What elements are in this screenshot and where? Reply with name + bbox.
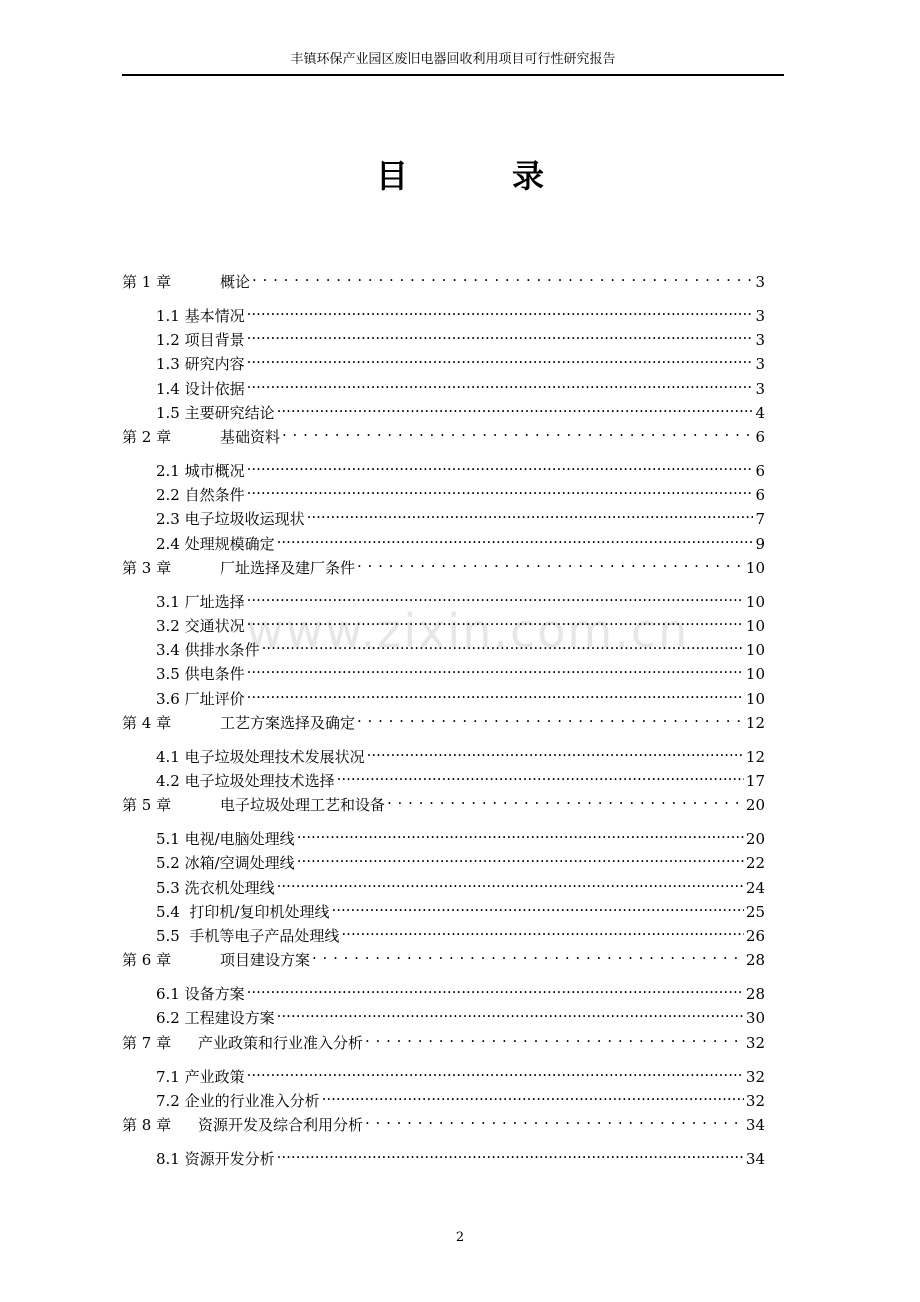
toc-dot-leader	[247, 323, 754, 345]
toc-section-title: 1.2 项目背景	[156, 331, 245, 350]
toc-section-row[interactable]	[156, 1142, 765, 1168]
toc-section-row[interactable]	[156, 372, 765, 398]
toc-page-number: 34	[745, 1150, 765, 1168]
toc-title-char-2: 录	[512, 157, 545, 195]
toc-section-row[interactable]	[156, 527, 765, 553]
toc-section-title: 5.3 洗衣机处理线	[156, 878, 275, 897]
toc-chapter-row[interactable]	[122, 1026, 765, 1052]
toc-page-number: 10	[745, 689, 765, 708]
toc-section-title: 1.4 设计依据	[156, 379, 245, 398]
toc-chapter-number: 第 8 章	[122, 1116, 172, 1134]
toc-page-number: 3	[755, 273, 765, 291]
toc-page-number: 10	[745, 558, 765, 577]
toc-dot-leader	[247, 454, 754, 476]
toc-chapter-title: 项目建设方案	[220, 951, 311, 970]
toc-chapter-row[interactable]	[122, 706, 765, 732]
toc-section-title: 3.1 厂址选择	[156, 592, 245, 611]
toc-page-number: 22	[745, 854, 765, 873]
toc-dot-leader	[357, 706, 744, 728]
toc-chapter-row[interactable]	[122, 943, 765, 970]
toc-page-number: 24	[745, 878, 765, 897]
toc-section-row[interactable]	[156, 299, 765, 325]
toc-section-row[interactable]	[156, 1060, 765, 1086]
toc-section-title: 3.4 供排水条件	[156, 641, 260, 660]
toc-page-number: 25	[745, 902, 765, 921]
toc-chapter-number: 第 2 章	[122, 428, 172, 446]
toc-section-row[interactable]	[156, 478, 765, 505]
toc-section-row[interactable]	[156, 633, 765, 660]
toc-chapter-title: 电子垃圾处理工艺和设备	[220, 796, 386, 815]
toc-dot-leader	[322, 1084, 744, 1106]
toc-chapter-title: 工艺方案选择及确定	[220, 713, 356, 732]
toc-section-row[interactable]	[156, 682, 765, 708]
toc-section-title: 3.6 厂址评价	[156, 689, 245, 708]
toc-section-row[interactable]	[156, 585, 765, 611]
toc-dot-leader	[277, 1001, 744, 1023]
toc-chapter-title: 资源开发及综合利用分析	[198, 1116, 364, 1134]
toc-dot-leader	[307, 502, 754, 524]
toc-section-row[interactable]	[156, 740, 765, 766]
toc-chapter-title: 基础资料	[220, 428, 281, 446]
toc-dot-leader	[277, 396, 754, 418]
toc-dot-leader	[252, 265, 753, 287]
toc-section-row[interactable]	[156, 846, 765, 873]
toc-chapter-row[interactable]	[122, 1108, 765, 1134]
toc-page-number: 28	[745, 985, 765, 1004]
toc-chapter-row[interactable]	[122, 420, 765, 446]
toc-title-char-1: 目	[375, 157, 408, 195]
toc-page-number: 3	[755, 307, 765, 325]
toc-page-number: 26	[745, 927, 765, 945]
toc-page-number: 3	[755, 355, 765, 374]
toc-dot-leader	[247, 347, 754, 369]
toc-section-row[interactable]	[156, 657, 765, 684]
toc-section-row[interactable]	[156, 977, 765, 1004]
toc-section-row[interactable]	[156, 895, 765, 921]
toc-page-number: 12	[745, 713, 765, 732]
toc-dot-leader	[247, 977, 744, 999]
toc-section-row[interactable]	[156, 396, 765, 422]
toc-page-number: 4	[755, 403, 765, 422]
toc-section-row[interactable]	[156, 502, 765, 529]
toc-page-number: 20	[745, 830, 765, 849]
toc-section-row[interactable]	[156, 919, 765, 945]
toc-section-title: 1.5 主要研究结论	[156, 403, 275, 422]
toc-chapter-title: 厂址选择及建厂条件	[220, 558, 356, 577]
toc-chapter-number: 第 4 章	[122, 713, 172, 732]
footer-page-number: 2	[455, 1230, 465, 1245]
toc-section-row[interactable]	[156, 454, 765, 480]
toc-dot-leader	[341, 919, 744, 941]
toc-section-title: 6.2 工程建设方案	[156, 1009, 275, 1028]
toc-dot-leader	[247, 682, 744, 704]
toc-dot-leader	[277, 527, 754, 549]
toc-section-row[interactable]	[156, 347, 765, 374]
toc-page-number: 3	[755, 379, 765, 398]
toc-page-number: 32	[745, 1091, 765, 1110]
toc-section-row[interactable]	[156, 764, 765, 790]
toc-chapter-row[interactable]	[122, 788, 765, 815]
toc-page-number: 6	[755, 486, 765, 505]
toc-chapter-number: 第 7 章	[122, 1033, 172, 1052]
toc-dot-leader	[337, 764, 744, 786]
toc-dot-leader	[247, 585, 744, 607]
toc-page-number: 10	[745, 617, 765, 635]
toc-dot-leader	[297, 822, 744, 844]
toc-page-number: 3	[755, 331, 765, 350]
toc-dot-leader	[297, 846, 744, 868]
toc-section-row[interactable]	[156, 822, 765, 849]
toc-chapter-number: 第 1 章	[122, 273, 172, 291]
toc-page-number: 20	[745, 796, 765, 815]
toc-page-number: 10	[745, 592, 765, 611]
toc-dot-leader	[357, 551, 744, 573]
toc-section-title: 3.2 交通状况	[156, 617, 245, 635]
toc-chapter-row[interactable]	[122, 265, 765, 291]
toc-dot-leader	[312, 943, 744, 965]
toc-section-title: 5.5 手机等电子产品处理线	[156, 927, 340, 945]
watermark: www.zixin.com.cn	[246, 604, 690, 658]
toc-section-title: 4.1 电子垃圾处理技术发展状况	[156, 747, 365, 766]
toc-page-number: 30	[745, 1009, 765, 1028]
toc-page-number: 28	[745, 951, 765, 970]
toc-dot-leader	[277, 871, 744, 893]
toc-section-title: 1.1 基本情况	[156, 307, 245, 325]
toc-dot-leader	[277, 1142, 744, 1164]
toc-chapter-number: 第 5 章	[122, 796, 172, 815]
toc-dot-leader	[282, 420, 753, 442]
toc-page-number: 10	[745, 641, 765, 660]
toc-section-title: 7.2 企业的行业准入分析	[156, 1091, 320, 1110]
toc-section-title: 5.1 电视/电脑处理线	[156, 830, 295, 849]
toc-page-number: 6	[755, 428, 765, 446]
toc-dot-leader	[387, 788, 744, 810]
toc-section-title: 2.4 处理规模确定	[156, 534, 275, 553]
toc-page-number: 7	[755, 510, 765, 529]
toc-chapter-number: 第 3 章	[122, 558, 172, 577]
toc-dot-leader	[247, 299, 754, 321]
toc-dot-leader	[247, 657, 744, 679]
toc-page-number: 32	[745, 1033, 765, 1052]
toc-section-title: 3.5 供电条件	[156, 665, 245, 684]
toc-section-title: 6.1 设备方案	[156, 985, 245, 1004]
toc-section-title: 5.4 打印机/复印机处理线	[156, 902, 330, 921]
toc-page-number: 34	[745, 1116, 765, 1134]
toc-dot-leader	[262, 633, 744, 655]
toc-section-row[interactable]	[156, 323, 765, 350]
page-header: 丰镇环保产业园区废旧电器回收利用项目可行性研究报告	[290, 52, 616, 67]
toc-dot-leader	[247, 609, 744, 631]
toc-section-title: 2.2 自然条件	[156, 486, 245, 505]
toc-chapter-row[interactable]	[122, 551, 765, 577]
toc-section-title: 2.1 城市概况	[156, 462, 245, 480]
toc-dot-leader	[331, 895, 743, 917]
toc-page-number: 32	[745, 1067, 765, 1086]
toc-page-number: 17	[745, 772, 765, 790]
toc-section-title: 7.1 产业政策	[156, 1067, 245, 1086]
toc-dot-leader	[367, 740, 744, 762]
toc-section-row[interactable]	[156, 871, 765, 897]
toc-section-title: 5.2 冰箱/空调处理线	[156, 854, 295, 873]
toc-dot-leader	[365, 1026, 744, 1048]
toc-chapter-number: 第 6 章	[122, 951, 172, 970]
toc-section-row[interactable]	[156, 1001, 765, 1028]
toc-section-title: 4.2 电子垃圾处理技术选择	[156, 772, 335, 790]
toc-page-number: 6	[755, 462, 765, 480]
toc-page-number: 10	[745, 665, 765, 684]
toc-section-title: 1.3 研究内容	[156, 355, 245, 374]
toc-dot-leader	[247, 372, 754, 394]
toc-section-row[interactable]	[156, 609, 765, 635]
toc-section-row[interactable]	[156, 1084, 765, 1110]
toc-dot-leader	[365, 1108, 744, 1130]
toc-page-number: 12	[745, 747, 765, 766]
toc-chapter-title: 概论	[220, 273, 251, 291]
toc-dot-leader	[247, 478, 754, 500]
toc-page-number: 9	[755, 534, 765, 553]
toc-dot-leader	[247, 1060, 744, 1082]
toc-section-title: 2.3 电子垃圾收运现状	[156, 510, 305, 529]
toc-section-title: 8.1 资源开发分析	[156, 1150, 275, 1168]
toc-chapter-title: 产业政策和行业准入分析	[198, 1033, 364, 1052]
